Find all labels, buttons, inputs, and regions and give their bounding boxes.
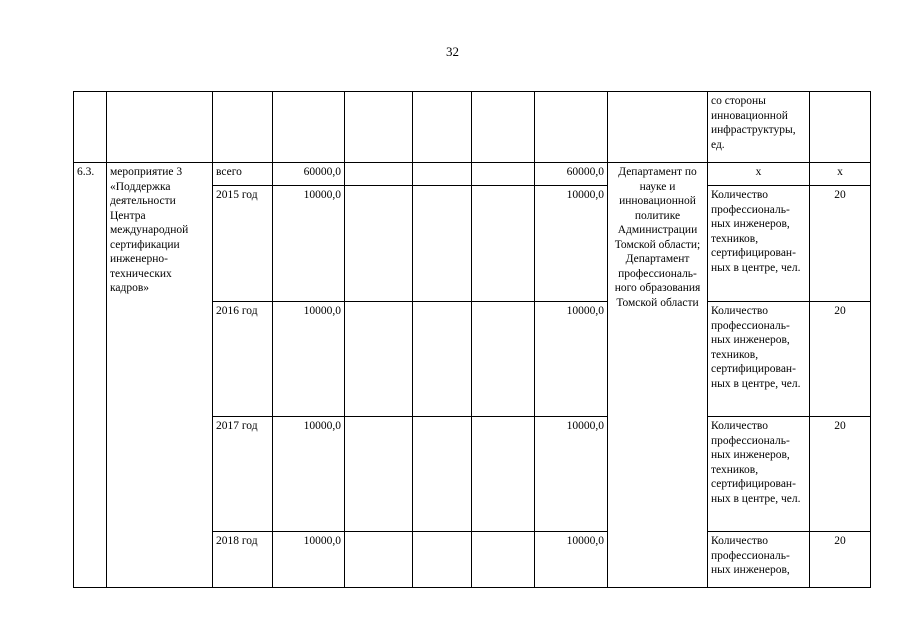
- indicator-cell: Количество профессиональ-ных инженеров, техников, сертифицирован-ных в центре, чел.: [708, 186, 810, 302]
- table-cell: [472, 92, 535, 163]
- table-cell: [472, 163, 535, 186]
- table-cell: [413, 163, 472, 186]
- table-cell: [107, 92, 213, 163]
- item-name: мероприятие 3 «Поддержка деятельности Центра международной сертификации инженерно-технических кадров»: [107, 163, 213, 588]
- table-cell: [345, 186, 413, 302]
- period-cell: 2016 год: [213, 302, 273, 417]
- table-row: [74, 92, 871, 163]
- budget-table: [73, 91, 871, 588]
- table-cell: [608, 92, 708, 163]
- period-cell: всего: [213, 163, 273, 186]
- page-number: 32: [446, 44, 459, 59]
- table-cell: [345, 302, 413, 417]
- table-cell: [345, 163, 413, 186]
- table-cell: [213, 92, 273, 163]
- period-cell: 2017 год: [213, 417, 273, 532]
- value-cell: 20: [810, 302, 871, 417]
- indicator-cell: Количество профессиональ-ных инженеров, техников, сертифицирован-ных в центре, чел.: [708, 302, 810, 417]
- table-cell: [472, 186, 535, 302]
- executor-cell: Департамент по науке и инновационной политике Администрации Томской области; Департамент профессиональ-ного образования Томской области: [608, 163, 708, 588]
- table-cell: [413, 302, 472, 417]
- indicator-cell: Количество профессиональ-ных инженеров,: [708, 532, 810, 588]
- table-cell: [413, 186, 472, 302]
- amount-cell: 10000,0: [535, 417, 608, 532]
- period-cell: 2015 год: [213, 186, 273, 302]
- total-cell: 10000,0: [273, 186, 345, 302]
- item-number: 6.3.: [74, 163, 107, 588]
- total-cell: 10000,0: [273, 532, 345, 588]
- table-row: [74, 163, 871, 186]
- amount-cell: 10000,0: [535, 186, 608, 302]
- total-cell: 10000,0: [273, 417, 345, 532]
- table-cell: [472, 532, 535, 588]
- table-cell: [810, 92, 871, 163]
- value-cell: х: [810, 163, 871, 186]
- period-cell: 2018 год: [213, 532, 273, 588]
- table-cell: [345, 92, 413, 163]
- indicator-cell: Количество профессиональ-ных инженеров, техников, сертифицирован-ных в центре, чел.: [708, 417, 810, 532]
- amount-cell: 60000,0: [535, 163, 608, 186]
- table-cell: [74, 92, 107, 163]
- total-cell: 60000,0: [273, 163, 345, 186]
- total-cell: 10000,0: [273, 302, 345, 417]
- value-cell: 20: [810, 186, 871, 302]
- table-cell: [273, 92, 345, 163]
- table-cell: [345, 417, 413, 532]
- table-cell: [472, 417, 535, 532]
- table-cell: [472, 302, 535, 417]
- amount-cell: 10000,0: [535, 532, 608, 588]
- table-cell: [535, 92, 608, 163]
- indicator-cell: со стороны инновационной инфраструктуры, ед.: [708, 92, 810, 163]
- table-cell: [413, 417, 472, 532]
- value-cell: 20: [810, 417, 871, 532]
- amount-cell: 10000,0: [535, 302, 608, 417]
- table-cell: [413, 532, 472, 588]
- indicator-cell: х: [708, 163, 810, 186]
- table-cell: [413, 92, 472, 163]
- value-cell: 20: [810, 532, 871, 588]
- table-cell: [345, 532, 413, 588]
